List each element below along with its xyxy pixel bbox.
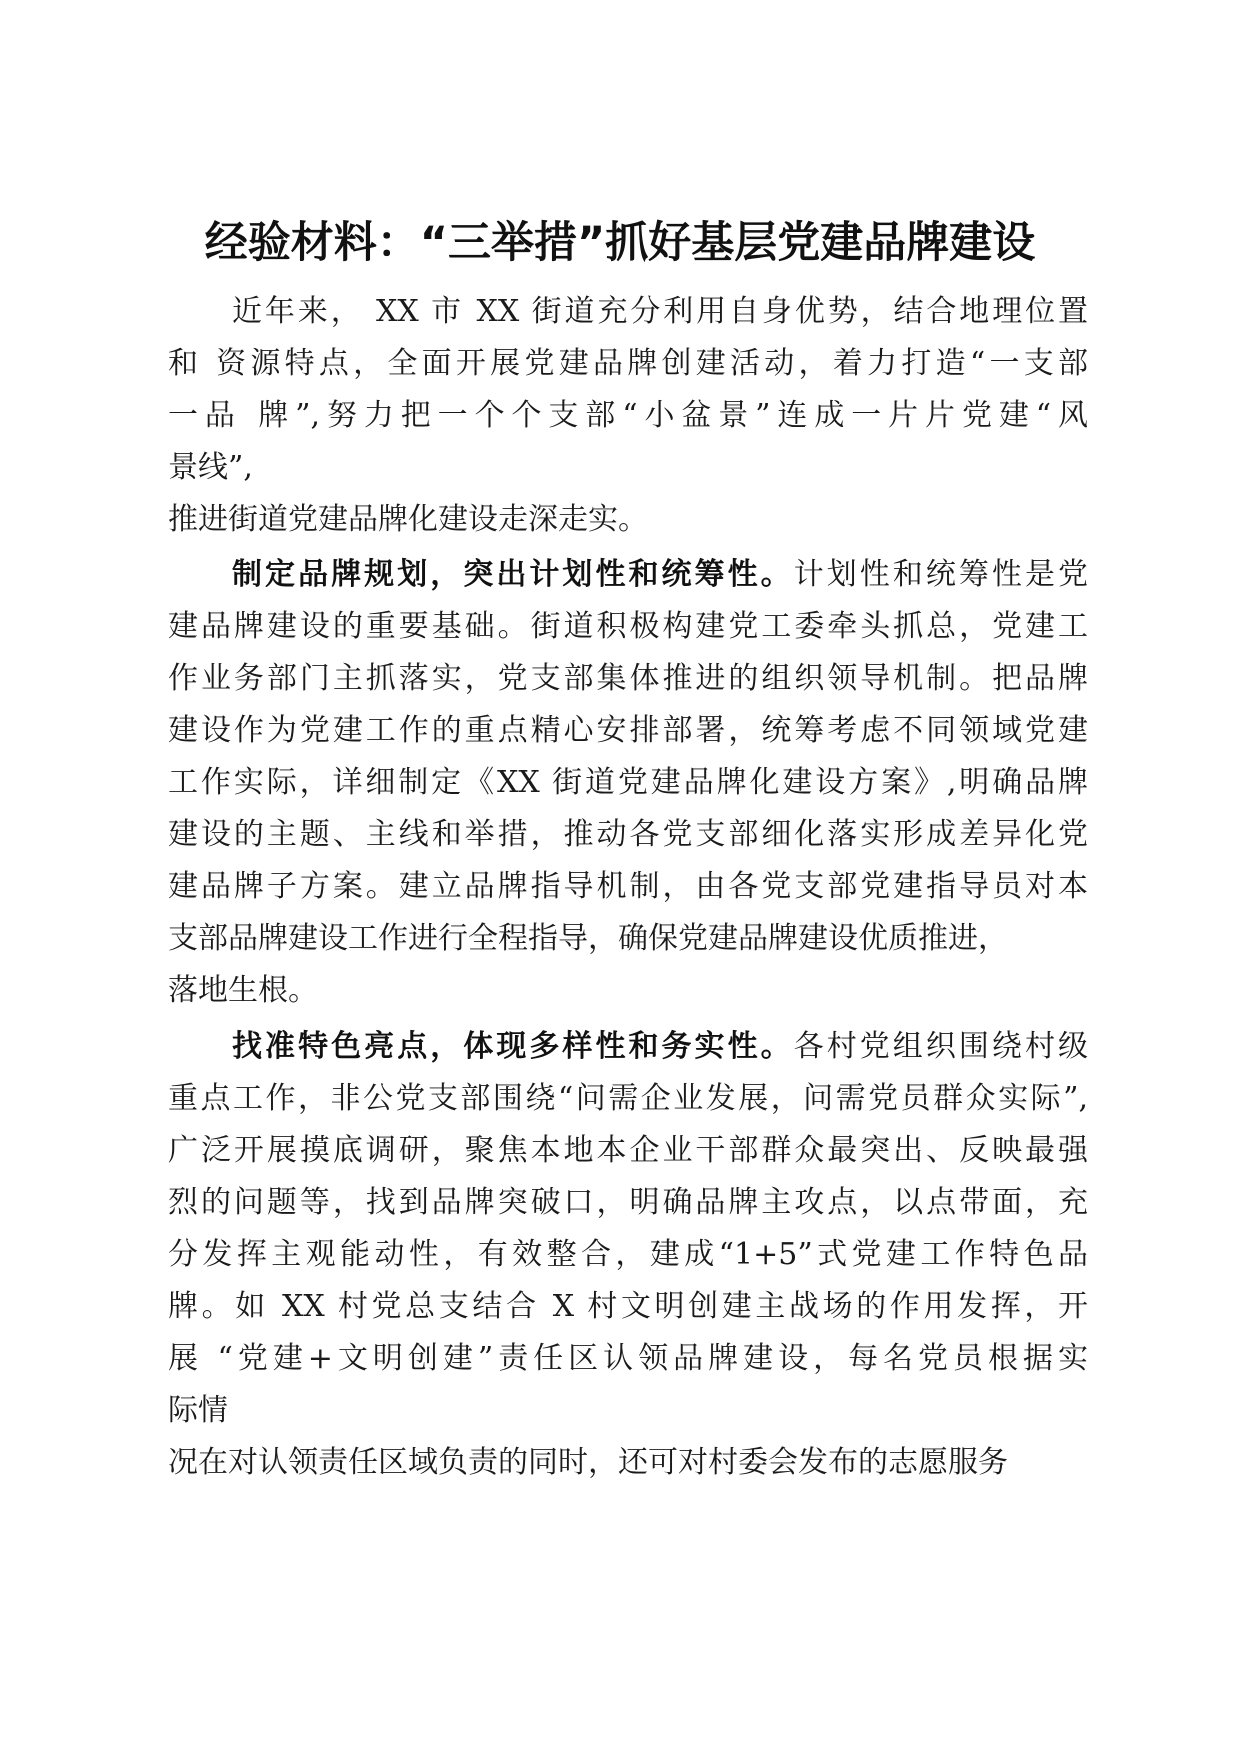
- section-planning-paragraph: [168, 549, 1088, 1017]
- section-heading: 找准特色亮点，体现多样性和务实性。: [232, 1029, 794, 1064]
- section-line: 牌。如 XX 村党总支结合 X 村文明创建主战场的作用发挥，开: [168, 1289, 1088, 1324]
- page-title: 经验材料：“三举措”抓好基层党建品牌建设: [204, 218, 1036, 268]
- intro-line: 推进街道党建品牌化建设走深走实。: [168, 502, 648, 537]
- section-heading: 制定品牌规划，突出计划性和统筹性。: [232, 557, 794, 592]
- section-line: 建设作为党建工作的重点精心安排部署，统筹考虑不同领域党建: [168, 713, 1088, 748]
- section-line: 分发挥主观能动性，有效整合，建成“1+5”式党建工作特色品: [168, 1237, 1088, 1272]
- intro-line: 景线”,: [168, 450, 253, 485]
- section-line: 支部品牌建设工作进行全程指导，确保党建品牌建设优质推进，: [168, 921, 1008, 956]
- section-first-line: [168, 1021, 1088, 1073]
- section-line: 建设的主题、主线和举措，推动各党支部细化落实形成差异化党: [168, 817, 1088, 852]
- section-line: 建品牌建设的重要基础。街道积极构建党工委牵头抓总，党建工: [168, 609, 1088, 644]
- section-line: 作业务部门主抓落实，党支部集体推进的组织领导机制。把品牌: [168, 661, 1088, 696]
- section-line: 重点工作，非公党支部围绕“问需企业发展，问需党员群众实际”,: [168, 1081, 1088, 1116]
- section-line: 际情: [168, 1393, 228, 1428]
- section-line: 广泛开展摸底调研，聚焦本地本企业干部群众最突出、反映最强: [168, 1133, 1088, 1168]
- intro-line: 近年来， XX 市 XX 街道充分利用自身优势，结合地理位置: [232, 294, 1088, 329]
- section-features-paragraph: [168, 1021, 1088, 1489]
- intro-paragraph: [168, 286, 1088, 546]
- section-line: 烈的问题等，找到品牌突破口，明确品牌主攻点，以点带面，充: [168, 1185, 1088, 1220]
- section-text: 计划性和统筹性是党: [793, 557, 1089, 592]
- section-line: 建品牌子方案。建立品牌指导机制，由各党支部党建指导员对本: [168, 869, 1088, 904]
- intro-line: 和 资源特点，全面开展党建品牌创建活动，着力打造“一支部: [168, 346, 1088, 381]
- section-line: 况在对认领责任区域负责的同时，还可对村委会发布的志愿服务: [168, 1445, 1008, 1480]
- section-line: 展 “党建+文明创建”责任区认领品牌建设，每名党员根据实: [168, 1341, 1088, 1376]
- section-line: 工作实际，详细制定《XX 街道党建品牌化建设方案》,明确品牌: [168, 765, 1088, 800]
- section-text: 各村党组织围绕村级: [793, 1029, 1089, 1064]
- section-line: 落地生根。: [168, 973, 318, 1008]
- section-first-line: [168, 549, 1088, 601]
- intro-line: 一品 牌”,努力把一个个支部“小盆景”连成一片片党建“风: [168, 398, 1088, 433]
